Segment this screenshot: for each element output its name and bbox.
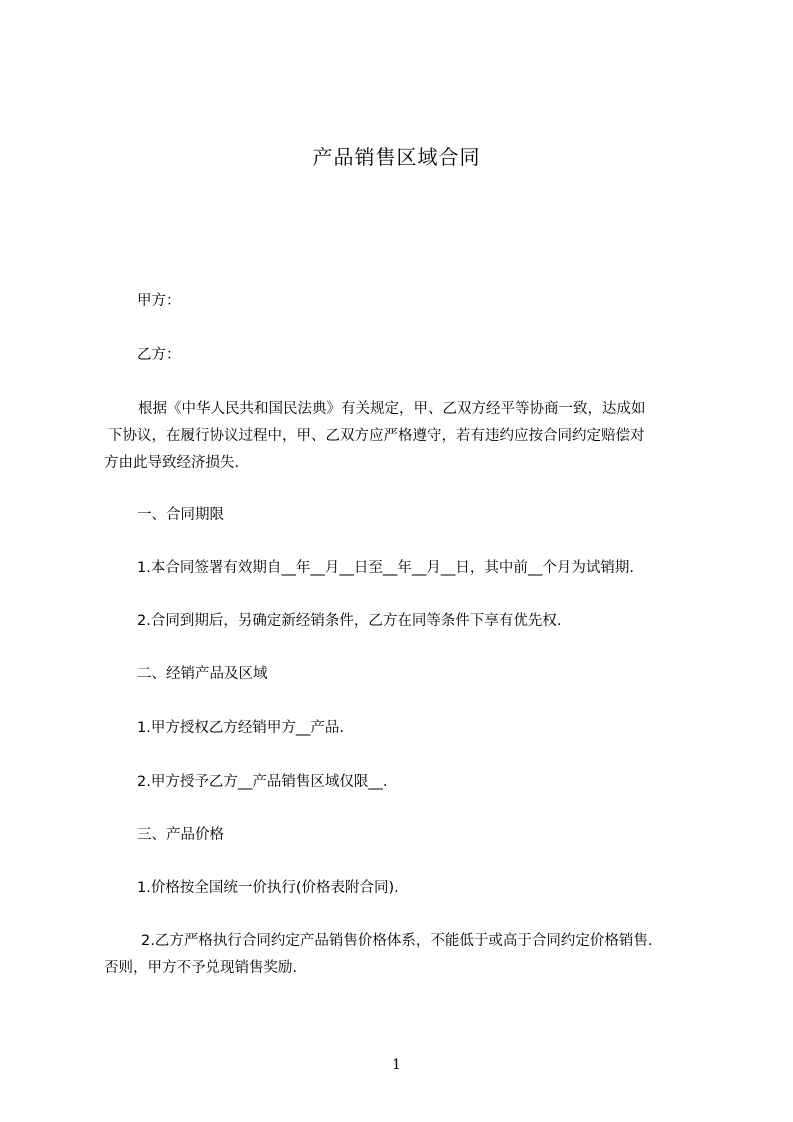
price-clause-2-continued: 否则，甲方不予兑现销售奖励. xyxy=(104,960,298,976)
party-b-label: 乙方： xyxy=(137,347,181,363)
intro-line-2: 下协议，在履行协议过程中，甲、乙双方应严格遵守，若有违约应按合同约定赔偿对 xyxy=(108,428,645,444)
party-a-label: 甲方： xyxy=(137,293,181,309)
price-clause-2: 2.乙方严格执行合同约定产品销售价格体系，不能低于或高于合同约定价格销售. xyxy=(141,933,653,949)
intro-line-3: 方由此导致经济损失. xyxy=(104,455,240,471)
intro-paragraph xyxy=(104,396,694,477)
intro-line-1: 根据《中华人民共和国民法典》有关规定，甲、乙双方经平等协商一致，达成如 xyxy=(138,401,646,417)
term-clause-1: 1.本合同签署有效期自__年__月__日至__年__月__日，其中前__个月为试销期. xyxy=(137,560,634,576)
section-heading-price: 三、产品价格 xyxy=(137,827,224,843)
section-heading-term: 一、合同期限 xyxy=(137,507,224,523)
products-clause-2: 2.甲方授予乙方__产品销售区域仅限__. xyxy=(137,774,388,790)
page-number: 1 xyxy=(392,1057,401,1073)
section-heading-products: 二、经销产品及区域 xyxy=(137,666,268,682)
term-clause-2: 2.合同到期后，另确定新经销条件，乙方在同等条件下享有优先权. xyxy=(137,613,562,629)
document-title: 产品销售区域合同 xyxy=(312,145,481,169)
products-clause-1: 1.甲方授权乙方经销甲方__产品. xyxy=(137,720,344,736)
price-clause-1: 1.价格按全国统一价执行(价格表附合同). xyxy=(137,880,399,896)
